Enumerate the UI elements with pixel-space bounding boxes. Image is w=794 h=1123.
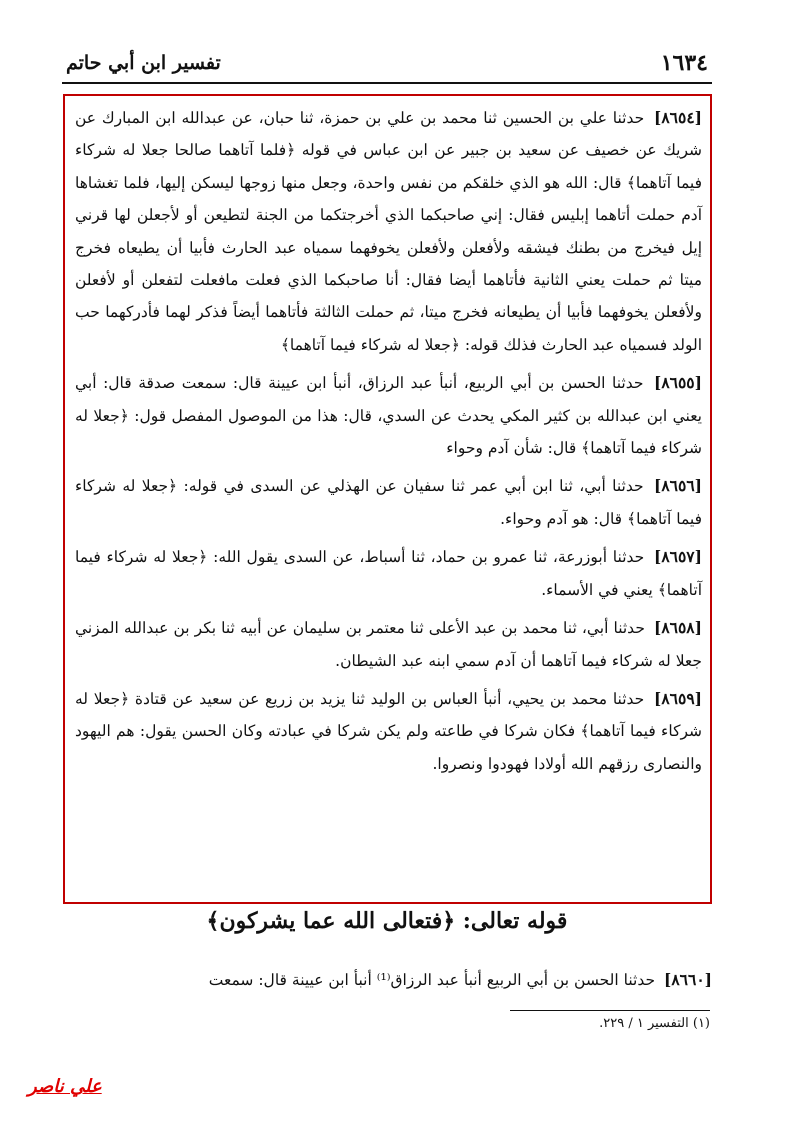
entry-text: حدثنا الحسن بن أبي الربيع، أنبأ عبد الرزاق، أنبأ ابن عيينة قال: سمعت صدقة قال: أبي يعني ابن عبدالله بن كثير المكي يحدث عن السدي، قال: هذا من الموصول المفصل قول: ﴿جعلا له شركاء فيما آتاهما﴾ قال: شأن آدم وحواء (75, 374, 702, 458)
entry-number: [٨٦٥٨] (653, 618, 702, 638)
hadith-entry (75, 470, 702, 541)
hadith-entry (75, 612, 702, 683)
page-number: ١٦٣٤ (660, 50, 708, 76)
entry-text: حدثنا أبي، ثنا ابن أبي عمر ثنا سفيان عن الهذلي عن السدى في قوله: ﴿جعلا له شركاء فيما آتاهما﴾ قال: هو آدم وحواء. (75, 477, 702, 528)
hadith-entry (72, 964, 712, 996)
entry-text: حدثنا علي بن الحسين ثنا محمد بن علي بن حمزة، ثنا حبان، عن عبدالله ابن المبارك عن شريك عن خصيف عن سعيد بن جبير عن ابن عباس في قوله ﴿فلما آتاهما صالحا جعلا له شركاء فيما آتاهما﴾ قال: الله هو الذي خلقكم من نفس واحدة، وجعل منها زوجها ليسكن إليها، فلما تغشاها آدم حملت أتاهما إبليس فقال: إني صاحبكما الذي أخرجتكما من الجنة لتطيعن أو لأجعلن لها قرني إيل فيخرج من بطنك فيشقه ولأفعلن ولأفعلن يخوفهما سمياه عبد الحارث فأبيا أن يطيعاه فخرج ميتا ثم حملت يعني الثانية فأتاهما أيضا فقال: أنا صاحبكما الذي فعلت مافعلت لتفعلن أو لأفعلن ولأفعلن يخوفهما فأبيا أن يطيعانه فخرج ميتا، ثم حملت الثالثة فأتاهما أيضاً فذكر لهما فأدركهما حب الولد فسمياه عبد الحارث فذلك قوله: ﴿جعلا له شركاء فيما آتاهما﴾ (75, 109, 702, 354)
entry-number: [٨٦٦٠] (664, 969, 712, 989)
highlighted-passage (63, 94, 712, 904)
entry-text: حدثنا الحسن بن أبي الربيع أنبأ عبد الرزاق⁽¹⁾ أنبأ ابن عيينة قال: سمعت (208, 970, 656, 989)
entry-number: [٨٦٥٤] (654, 108, 702, 127)
signature: علي ناصر (28, 1076, 102, 1097)
entry-text: حدثنا أبوزرعة، ثنا عمرو بن حماد، ثنا أسباط، عن السدى يقول الله: ﴿جعلا له شركاء فيما آتاهما﴾ يعني في الأسماء. (75, 548, 702, 599)
book-title: تفسير ابن أبي حاتم (66, 52, 221, 74)
section-title: قوله تعالى: ﴿فتعالى الله عما يشركون﴾ (206, 908, 568, 934)
page-header (62, 44, 712, 84)
entry-number: [٨٦٥٧] (653, 547, 702, 567)
footnote: (١) التفسير ١ / ٢٢٩. (599, 1016, 710, 1031)
header-rule (62, 82, 712, 84)
entry-text: حدثنا محمد بن يحيي، أنبأ العباس بن الوليد ثنا يزيد بن زريع عن سعيد عن قتادة ﴿جعلا له شركاء فيما آتاهما﴾ فكان شركا في طاعته ولم يكن شركا في عبادته وكان الحسن يقول: هم اليهود والنصارى رزقهم الله أولادا فهودوا ونصروا. (75, 689, 702, 773)
entry-text: حدثنا أبي، ثنا محمد بن عبد الأعلى ثنا معتمر بن سليمان عن أبيه ثنا بكر بن عبدالله المزني جعلا له شركاء فيما آتاهما أن آدم سمي ابنه عبد الشيطان. (75, 619, 702, 670)
entry-number: [٨٦٥٥] (653, 373, 702, 393)
entry-number: [٨٦٥٩] (654, 688, 702, 708)
hadith-entry (75, 367, 702, 470)
footnote-rule (510, 1010, 710, 1011)
hadith-entry (75, 683, 702, 786)
hadith-entry (75, 102, 702, 367)
entry-number: [٨٦٥٦] (654, 476, 702, 496)
hadith-entry (75, 541, 702, 612)
